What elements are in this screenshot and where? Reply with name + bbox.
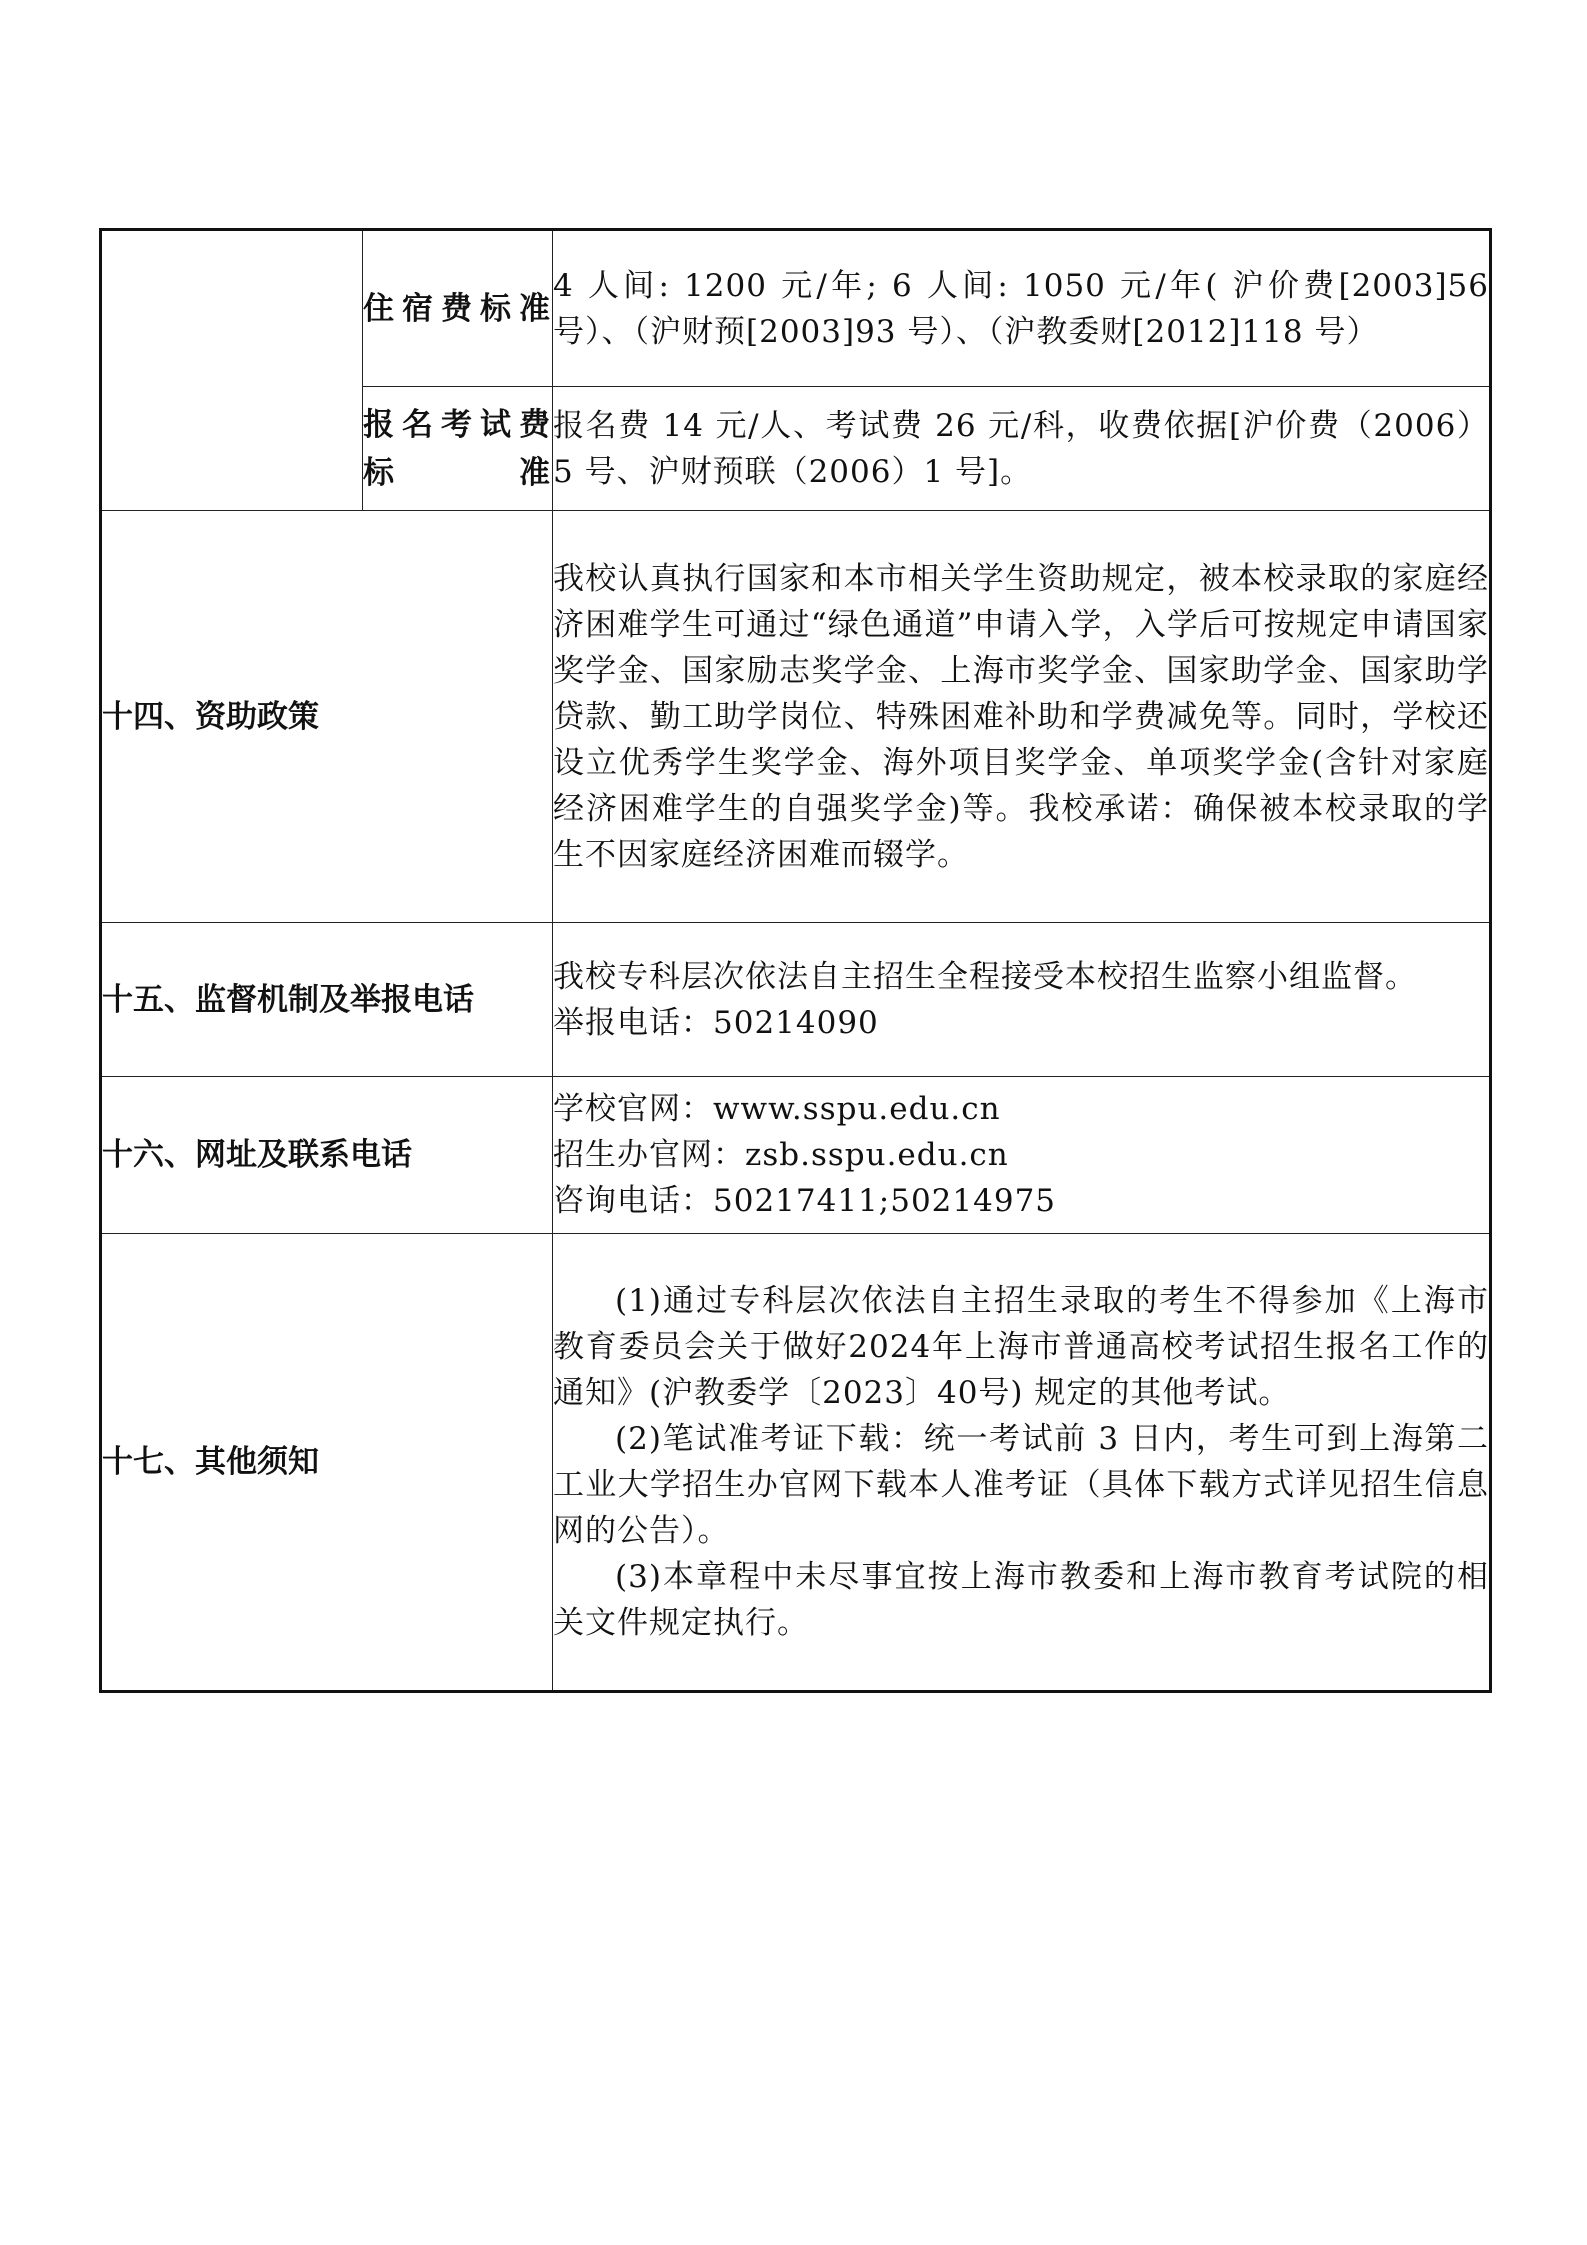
exam-fee-value: 报名费 14 元/人、考试费 26 元/科，收费依据[沪价费（2006）5 号、沪财预联（2006）1 号]。: [553, 387, 1491, 511]
table-row: [101, 923, 1491, 1077]
section-15-label: 十五、监督机制及举报电话: [101, 923, 553, 1077]
table-row: [101, 1234, 1491, 1692]
section-15-value: [553, 923, 1491, 1077]
section-16-label: 十六、网址及联系电话: [101, 1077, 553, 1234]
admissions-website: 招生办官网：zsb.sspu.edu.cn: [553, 1137, 1009, 1173]
report-phone: 举报电话：50214090: [553, 1004, 879, 1041]
section-14-value: 我校认真执行国家和本市相关学生资助规定，被本校录取的家庭经济困难学生可通过“绿色通道”申请入学，入学后可按规定申请国家奖学金、国家励志奖学金、上海市奖学金、国家助学金、国家助学贷款、勤工助学岗位、特殊困难补助和学费减免等。同时，学校还设立优秀学生奖学金、海外项目奖学金、单项奖学金(含针对家庭经济困难学生的自强奖学金)等。我校承诺：确保被本校录取的学生不因家庭经济困难而辍学。: [553, 511, 1491, 923]
table-row: [101, 1077, 1491, 1234]
section-16-value: [553, 1077, 1491, 1234]
notice-item-2: (2)笔试准考证下载：统一考试前 3 日内，考生可到上海第二工业大学招生办官网下载本人准考证（具体下载方式详见招生信息网的公告）。: [553, 1421, 1489, 1549]
dorm-fee-value: 4 人间: 1200 元/年; 6 人间: 1050 元/年( 沪价费[2003]56 号）、（沪财预[2003]93 号）、（沪教委财[2012]118 号）: [553, 230, 1491, 387]
empty-section-cell: [101, 230, 363, 511]
table-row: [101, 511, 1491, 923]
supervision-text: 我校专科层次依法自主招生全程接受本校招生监察小组监督。: [553, 958, 1417, 995]
notice-item-1: (1)通过专科层次依法自主招生录取的考生不得参加《上海市教育委员会关于做好2024年上海市普通高校考试招生报名工作的通知》(沪教委学〔2023〕40号) 规定的其他考试。: [553, 1283, 1489, 1411]
consult-phone: 咨询电话：50217411;50214975: [553, 1183, 1057, 1219]
section-17-label: 十七、其他须知: [101, 1234, 553, 1692]
admissions-table: [99, 228, 1492, 1693]
dorm-fee-label: 住宿费标准: [363, 230, 553, 387]
school-website: 学校官网：www.sspu.edu.cn: [553, 1091, 1001, 1127]
exam-fee-label: 报名考试费标准: [363, 387, 553, 511]
section-17-value: [553, 1234, 1491, 1692]
section-14-label: 十四、资助政策: [101, 511, 553, 923]
table-row: [101, 230, 1491, 387]
notice-item-3: (3)本章程中未尽事宜按上海市教委和上海市教育考试院的相关文件规定执行。: [553, 1559, 1489, 1641]
